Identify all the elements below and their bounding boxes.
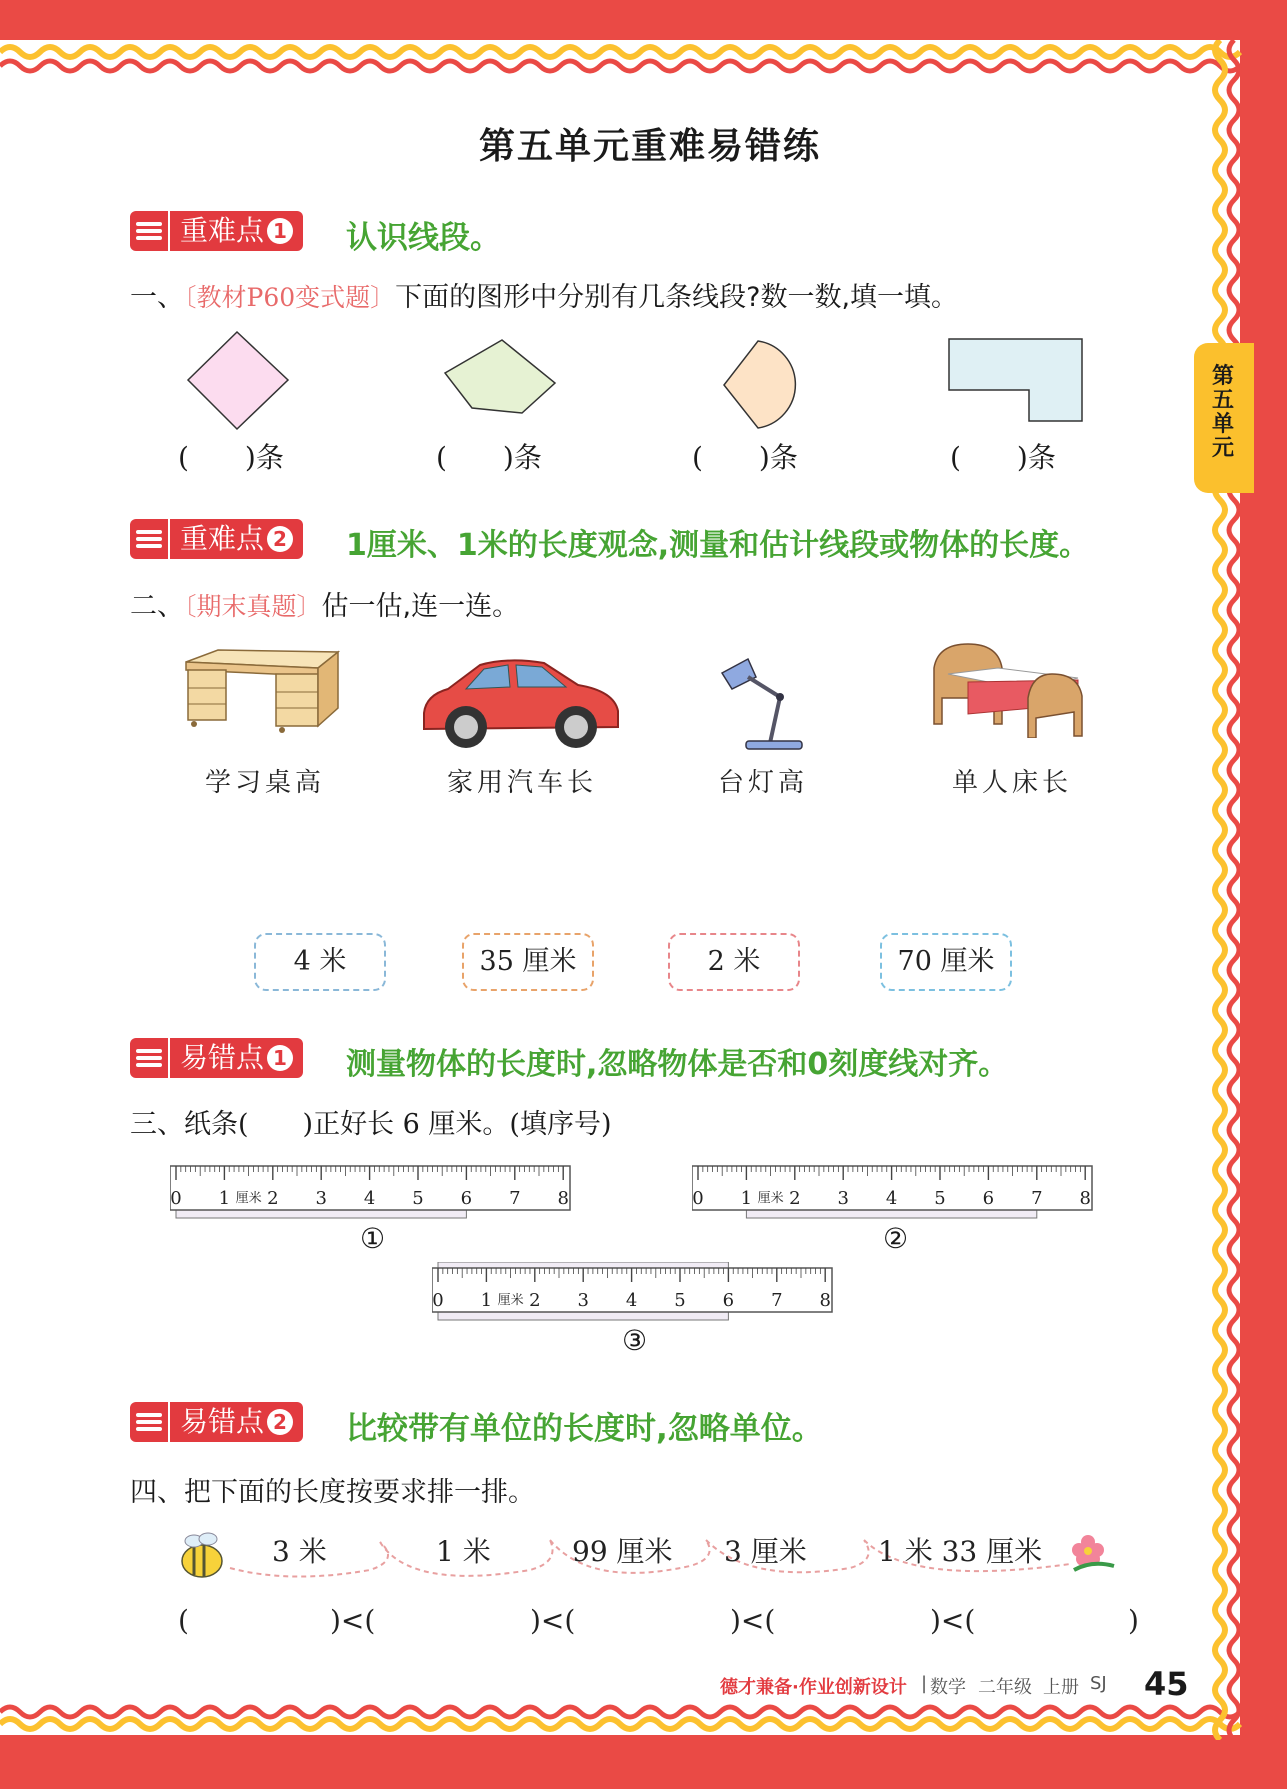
shape-diamond xyxy=(180,325,300,435)
desk-picture xyxy=(178,648,343,734)
badge-label: 易错点 xyxy=(180,1405,265,1438)
length-item-4: 3 厘米 xyxy=(724,1535,807,1568)
ruler-tick-label: 2 xyxy=(789,1188,801,1209)
answer-seq-lt-4[interactable]: )<( xyxy=(930,1604,976,1637)
shape-pentagon xyxy=(440,333,560,423)
ruler-tick-label: 7 xyxy=(771,1290,783,1311)
section-badge-3 xyxy=(130,1038,303,1078)
ruler-tick-label: 3 xyxy=(315,1188,327,1209)
option-box-2[interactable]: 35 厘米 xyxy=(462,933,594,991)
section-badge-1 xyxy=(130,211,303,251)
option-box-3[interactable]: 2 米 xyxy=(668,933,800,991)
ruler-tick-label: 2 xyxy=(529,1290,541,1311)
car-picture xyxy=(418,655,622,751)
ruler-tick-label: 8 xyxy=(819,1290,831,1311)
length-item-5: 1 米 33 厘米 xyxy=(878,1535,1043,1568)
shape-l-block xyxy=(945,335,1085,425)
badge-number: 2 xyxy=(267,526,293,552)
badge-number: 1 xyxy=(267,218,293,244)
footer-subject: 数学 xyxy=(930,1677,966,1698)
answer-blank-3[interactable]: ( )条 xyxy=(692,441,798,474)
section-badge-4 xyxy=(130,1402,303,1442)
option-box-4[interactable]: 70 厘米 xyxy=(880,933,1012,991)
right-wave-border xyxy=(1200,40,1250,1740)
section-heading-1: 认识线段。 xyxy=(346,220,501,256)
wave-stripes-icon xyxy=(130,211,168,251)
ruler-tick-label: 0 xyxy=(692,1188,704,1209)
ruler-figure-2 xyxy=(692,1160,1112,1222)
ruler-tick-label: 1 xyxy=(740,1188,753,1209)
footer-edition: SJ xyxy=(1090,1673,1107,1694)
wave-stripes-icon xyxy=(130,1402,168,1442)
lamp-picture xyxy=(718,655,808,755)
answer-seq-open[interactable]: ( xyxy=(178,1604,189,1637)
item-label-desk: 学习桌高 xyxy=(205,768,326,798)
page-number: 45 xyxy=(1144,1665,1189,1703)
ruler-tick-label: 6 xyxy=(982,1188,995,1209)
bed-picture xyxy=(928,638,1088,738)
question-1 xyxy=(130,275,958,314)
ruler-number-3: ③ xyxy=(622,1324,648,1357)
ruler-tick-label: 6 xyxy=(460,1188,473,1209)
flower-icon xyxy=(1066,1530,1118,1574)
ruler-figure-3 xyxy=(432,1262,852,1324)
badge-label: 易错点 xyxy=(180,1041,265,1074)
length-item-3: 99 厘米 xyxy=(572,1535,673,1568)
bee-icon xyxy=(172,1527,232,1587)
answer-blank-2[interactable]: ( )条 xyxy=(436,441,542,474)
ruler-tick-label: 5 xyxy=(412,1188,424,1209)
wave-stripes-icon xyxy=(130,1038,168,1078)
ruler-tick-label: 8 xyxy=(557,1188,569,1209)
ruler-figure-1 xyxy=(170,1160,590,1222)
answer-seq-close[interactable]: ) xyxy=(1128,1604,1139,1637)
ruler-tick-label: 8 xyxy=(1079,1188,1091,1209)
ruler-tick-label: 6 xyxy=(722,1290,735,1311)
ruler-tick-label: 2 xyxy=(267,1188,279,1209)
ruler-tick-label: 1 xyxy=(480,1290,493,1311)
answer-seq-lt-1[interactable]: )<( xyxy=(330,1604,376,1637)
ruler-number-1: ① xyxy=(360,1222,386,1255)
length-item-2: 1 米 xyxy=(436,1535,491,1568)
badge-label: 重难点 xyxy=(180,522,265,555)
question-3: 三、纸条( )正好长 6 厘米。(填序号) xyxy=(130,1109,612,1140)
ruler-tick-label: 7 xyxy=(509,1188,521,1209)
footer-volume: 上册 xyxy=(1043,1677,1079,1698)
ruler-tick-label: 3 xyxy=(837,1188,849,1209)
item-label-lamp: 台灯高 xyxy=(718,768,809,798)
ruler-tick-label: 5 xyxy=(674,1290,686,1311)
section-heading-3: 测量物体的长度时,忽略物体是否和0刻度线对齐。 xyxy=(346,1047,1009,1082)
option-box-1[interactable]: 4 米 xyxy=(254,933,386,991)
answer-blank-1[interactable]: ( )条 xyxy=(178,441,284,474)
question-1-source: 〔教材P60变式题〕 xyxy=(184,283,396,312)
badge-label: 重难点 xyxy=(180,214,265,247)
answer-seq-lt-3[interactable]: )<( xyxy=(730,1604,776,1637)
question-2-number: 二、 xyxy=(130,591,184,622)
ruler-unit-label: 厘米 xyxy=(235,1191,262,1206)
unit-side-tab-label: 第五单元 xyxy=(1211,364,1234,461)
ruler-tick-label: 4 xyxy=(625,1290,638,1311)
answer-blank-4[interactable]: ( )条 xyxy=(950,441,1056,474)
ruler-tick-label: 3 xyxy=(577,1290,589,1311)
question-4: 四、把下面的长度按要求排一排。 xyxy=(130,1477,535,1508)
shape-arc xyxy=(718,333,808,433)
ruler-unit-label: 厘米 xyxy=(757,1191,784,1206)
section-badge-2 xyxy=(130,519,303,559)
footer-grade: 二年级 xyxy=(978,1677,1032,1698)
ruler-tick-label: 1 xyxy=(218,1188,231,1209)
ruler-tick-label: 7 xyxy=(1031,1188,1043,1209)
badge-number: 1 xyxy=(267,1045,293,1071)
item-label-car: 家用汽车长 xyxy=(447,768,598,798)
item-label-bed: 单人床长 xyxy=(952,768,1073,798)
question-1-number: 一、 xyxy=(130,282,184,313)
ruler-tick-label: 0 xyxy=(432,1290,444,1311)
page-title: 第五单元重难易错练 xyxy=(478,126,821,167)
footer-separator: | xyxy=(921,1673,928,1694)
ruler-tick-label: 5 xyxy=(934,1188,946,1209)
ruler-tick-label: 4 xyxy=(885,1188,898,1209)
question-2-source: 〔期末真题〕 xyxy=(184,592,322,621)
bottom-wave-border xyxy=(0,1700,1245,1740)
ruler-number-2: ② xyxy=(883,1222,909,1255)
badge-number: 2 xyxy=(267,1409,293,1435)
top-wave-border xyxy=(0,38,1245,84)
wave-stripes-icon xyxy=(130,519,168,559)
ruler-unit-label: 厘米 xyxy=(497,1293,524,1308)
ruler-tick-label: 0 xyxy=(170,1188,182,1209)
question-2-text: 估一估,连一连。 xyxy=(321,591,520,622)
length-item-1: 3 米 xyxy=(272,1535,327,1568)
section-heading-2: 1厘米、1米的长度观念,测量和估计线段或物体的长度。 xyxy=(346,528,1090,563)
section-heading-4: 比较带有单位的长度时,忽略单位。 xyxy=(346,1411,823,1447)
unit-side-tab xyxy=(1194,343,1254,493)
ruler-tick-label: 4 xyxy=(363,1188,376,1209)
answer-seq-lt-2[interactable]: )<( xyxy=(530,1604,576,1637)
question-2 xyxy=(130,584,519,623)
question-1-text: 下面的图形中分别有几条线段?数一数,填一填。 xyxy=(395,282,959,313)
footer-brand: 德才兼备·作业创新设计 xyxy=(720,1677,907,1698)
